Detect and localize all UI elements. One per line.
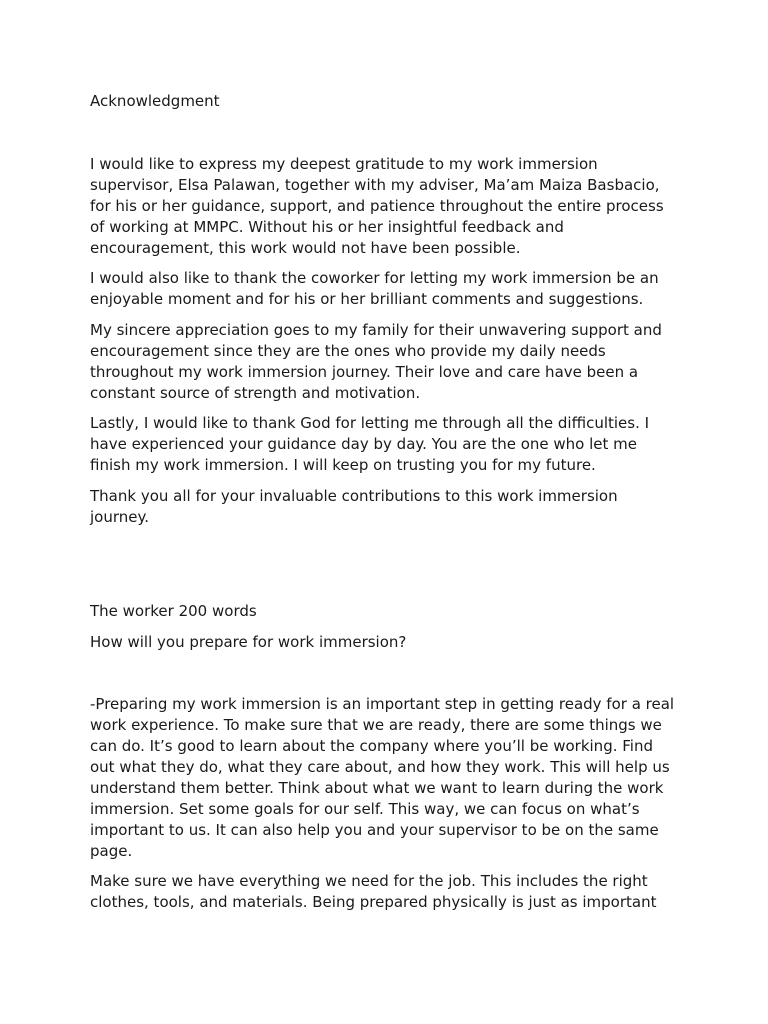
heading-acknowledgment: Acknowledgment [90,92,220,110]
paragraph-thanks-coworker: I would also like to thank the coworker for letting my work immersion be an enjoyable moment and for his or her brilliant comments and suggestions. [90,269,659,308]
paragraph-thanks-god: Lastly, I would like to thank God for letting me through all the difficulties. I have experienced your guidance day by day. You are the one who let me finish my work immersion. I will keep on trusting you for my future. [90,414,650,474]
section-title: The worker 200 words [90,602,257,620]
paragraph-closing-thanks: Thank you all for your invaluable contributions to this work immersion journey. [90,487,618,526]
answer-paragraph-preparation: -Preparing my work immersion is an important step in getting ready for a real work experience. To make sure that we are ready, there are some things we can do. It’s good to learn about the company where you’ll be working. Find out what they do, what they care about, and how they work. This will help us understand them better. Think about what we want to learn during the work immersion. Set some goals for our self. This way, we can focus on what’s important to us. It can also help you and your supervisor to be on the same page. [90,695,675,860]
question-heading: How will you prepare for work immersion? [90,633,407,651]
paragraph-thanks-family: My sincere appreciation goes to my family for their unwavering support and encouragement since they are the ones who provide my daily needs throughout my work immersion journey. Their love and care have been a constant source of strength and motivation. [90,321,662,402]
answer-paragraph-equipment: Make sure we have everything we need for the job. This includes the right clothes, tools, and materials. Being prepared physically is just as important [90,872,657,911]
paragraph-gratitude-supervisor: I would like to express my deepest gratitude to my work immersion supervisor, Elsa Palawan, together with my adviser, Ma’am Maiza Basbacio, for his or her guidance, support, and patience throughout the entire process of working at MMPC. Without his or her insightful feedback and encouragement, this work would not have been possible. [90,155,664,257]
